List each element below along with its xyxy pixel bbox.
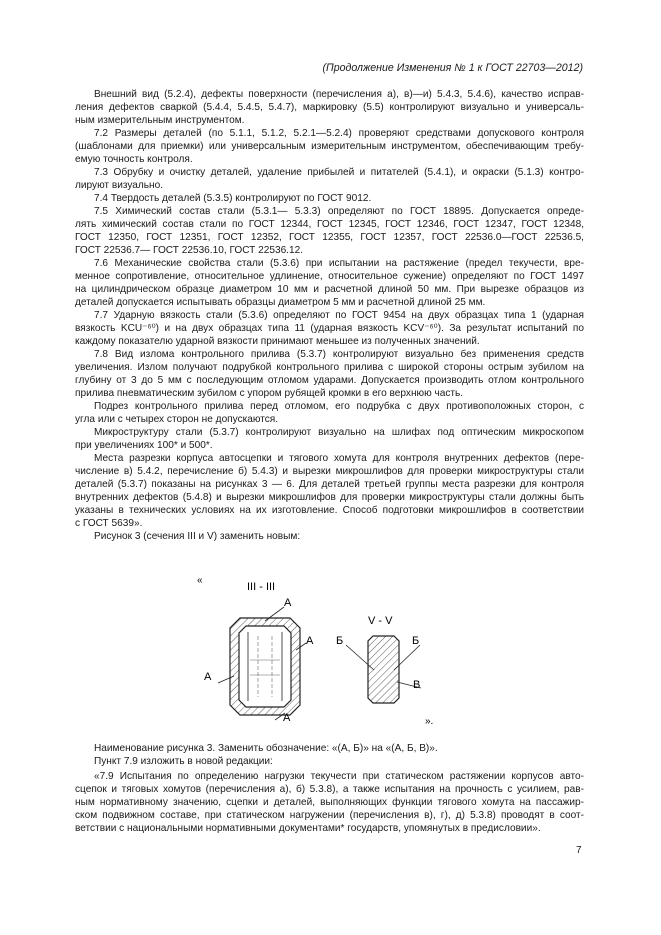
text-line: 7.2 Размеры деталей (по 5.1.1, 5.1.2, 5.2.1—5.2.4) проверяют средствами допускового контроля bbox=[94, 128, 584, 139]
text-line: 7.5 Химический состав стали (5.3.1— 5.3.3) определяют по ГОСТ 18895. Допускается опреде- bbox=[94, 206, 584, 217]
figure-close-quote: ». bbox=[425, 716, 434, 727]
text-line: на цилиндрическом образце диаметром 10 мм и расчетной длиной 50 мм. При вырезке образцов из bbox=[75, 284, 584, 295]
section3-label-a-left: А bbox=[204, 671, 212, 683]
figure-sections bbox=[190, 570, 450, 730]
text-line: «7.9 Испытания по определению нагрузки текучести при статическом растяжении корпусов авто- bbox=[94, 771, 584, 782]
text-line: при увеличениях 100* и 500*. bbox=[75, 440, 213, 451]
text-line: лируют визуально. bbox=[75, 180, 164, 191]
text-line: Подрез контрольного прилива перед отломом, его подрубка с двух противоположных сторон, с bbox=[94, 401, 584, 412]
text-line: числение в) 5.4.2, перечисление б) 5.4.3) и вырезки микрошлифов для проверки микроструктуры стали bbox=[75, 466, 584, 477]
text-line: ГОСТ 12350, ГОСТ 12351, ГОСТ 12352, ГОСТ 12355, ГОСТ 12357, ГОСТ 22536.0—ГОСТ 22536.5, bbox=[75, 232, 584, 243]
text-line: ветствии с национальными нормативными документами* государств, упомянутых в предисловии». bbox=[75, 823, 541, 834]
text-line: деталей (5.3.7) показаны на рисунках 3 — 6. Для деталей третьей группы места разрезки для контроля bbox=[75, 479, 584, 490]
page-number: 7 bbox=[576, 845, 582, 856]
section5-label-b-left: Б bbox=[336, 635, 344, 647]
section3-label-a-right: А bbox=[306, 635, 314, 647]
section3-profile bbox=[230, 618, 300, 715]
text-line: Внешний вид (5.2.4), дефекты поверхности (перечисления а), в)—и) 5.4.3, 5.4.6), качество исправ- bbox=[94, 89, 584, 100]
text-line: ском подвижном составе, при статическом нагружении (перечисления в), г), д) 5.3.8) проводят в соот- bbox=[75, 810, 584, 821]
text-line: Места разрезки корпуса автосцепки и тягового хомута для контроля внутренних дефектов (пере- bbox=[94, 453, 584, 464]
text-line: с ГОСТ 5639». bbox=[75, 518, 143, 529]
section3-label-a-bottom: А bbox=[283, 712, 291, 724]
text-line: каждому показателю ударной вязкости принимают меньшее из полученных значений. bbox=[75, 336, 480, 347]
text-line: глубину от 3 до 5 мм с последующим отломом ударами. Допускается производить отлом контрольного bbox=[75, 375, 584, 386]
text-line: Наименование рисунка 3. Заменить обозначение: «(А, Б)» на «(А, Б, В)». bbox=[94, 743, 438, 754]
text-line: вязкость KCU⁻⁶⁰) и на двух образцах типа 11 (ударная вязкость KCV⁻⁶⁰). За результат испытаний по bbox=[75, 323, 584, 334]
text-line: прилива пневматическим зубилом с упором рубящей кромки в его верхнюю часть. bbox=[75, 388, 464, 399]
section5-label-b-right: Б bbox=[412, 635, 420, 647]
text-line: 7.3 Обрубку и очистку деталей, удаление прибылей и питателей (5.4.1), и окраски (5.1.3) контро- bbox=[94, 167, 584, 178]
text-line: 7.6 Механические свойства стали (5.3.6) при испытании на растяжение (предел текучести, вре- bbox=[94, 258, 584, 269]
text-line: сцепок и тяговых хомутов (перечисления а), б) 5.3.8), а также испытания на прочность с усилием, рав- bbox=[75, 784, 584, 795]
text-line: менное сопротивление, относительное удлинение, относительное сужение) определяют по ГОСТ 1497 bbox=[75, 271, 584, 282]
text-line: внутренних дефектов (5.4.8) и вырезки микрошлифов для проверки микроструктуры стали должны быть bbox=[75, 492, 584, 503]
text-line: ным нормативному значению, сцепки и деталей, выполняющих функции тягового хомута на пассажир- bbox=[75, 797, 584, 808]
text-line: ГОСТ 22536.7— ГОСТ 22536.10, ГОСТ 22536.12. bbox=[75, 245, 304, 256]
figure-open-quote: « bbox=[197, 575, 203, 586]
text-line: лять химический состав стали по ГОСТ 12344, ГОСТ 12345, ГОСТ 12346, ГОСТ 12347, ГОСТ 12348, bbox=[75, 219, 584, 230]
text-line: 7.4 Твердость деталей (5.3.5) контролируют по ГОСТ 9012. bbox=[94, 193, 372, 204]
section5-title: V - V bbox=[368, 615, 393, 627]
text-line: Микроструктуру стали (5.3.7) контролируют визуально на шлифах под оптическим микроскопом bbox=[94, 427, 584, 438]
page-header: (Продолжение Изменения № 1 к ГОСТ 22703—2012) bbox=[322, 62, 583, 74]
text-line: увеличения. Излом получают подрубкой контрольного прилива с широкой стороны острым зубилом на bbox=[75, 362, 584, 373]
text-line: 7.8 Вид излома контрольного прилива (5.3.7) контролируют визуально без применения средств bbox=[94, 349, 584, 360]
text-line: емую точность контроля. bbox=[75, 154, 193, 165]
text-line: угла или с четырех сторон не допускаются. bbox=[75, 414, 279, 425]
section3-title: III - III bbox=[247, 581, 276, 593]
text-line: 7.7 Ударную вязкость стали (5.3.6) определяют по ГОСТ 9454 на двух образцах типа 1 (ударная bbox=[94, 310, 584, 321]
text-line: ным измерительным инструментом. bbox=[75, 115, 245, 126]
text-line: ления дефектов сваркой (5.4.4, 5.4.5, 5.4.7), маркировку (5.5) контролируют визуально и универсаль- bbox=[75, 102, 584, 113]
text-line: Рисунок 3 (сечения III и V) заменить новым: bbox=[94, 531, 301, 542]
text-line: деталей допускается испытывать образцы диаметром 5 мм и расчетной длиной 25 мм. bbox=[75, 297, 486, 308]
section5-label-v: В bbox=[413, 679, 421, 691]
text-line: (шаблонами для приемки) или универсальным измерительным инструментом, обеспечивающим требу- bbox=[75, 141, 584, 152]
text-line: указаны в технических условиях на их изготовление. Способ подготовки микрошлифов в соответствии bbox=[75, 505, 584, 516]
section3-label-a-top: А bbox=[284, 597, 292, 609]
text-line: Пункт 7.9 изложить в новой редакции: bbox=[94, 756, 273, 767]
